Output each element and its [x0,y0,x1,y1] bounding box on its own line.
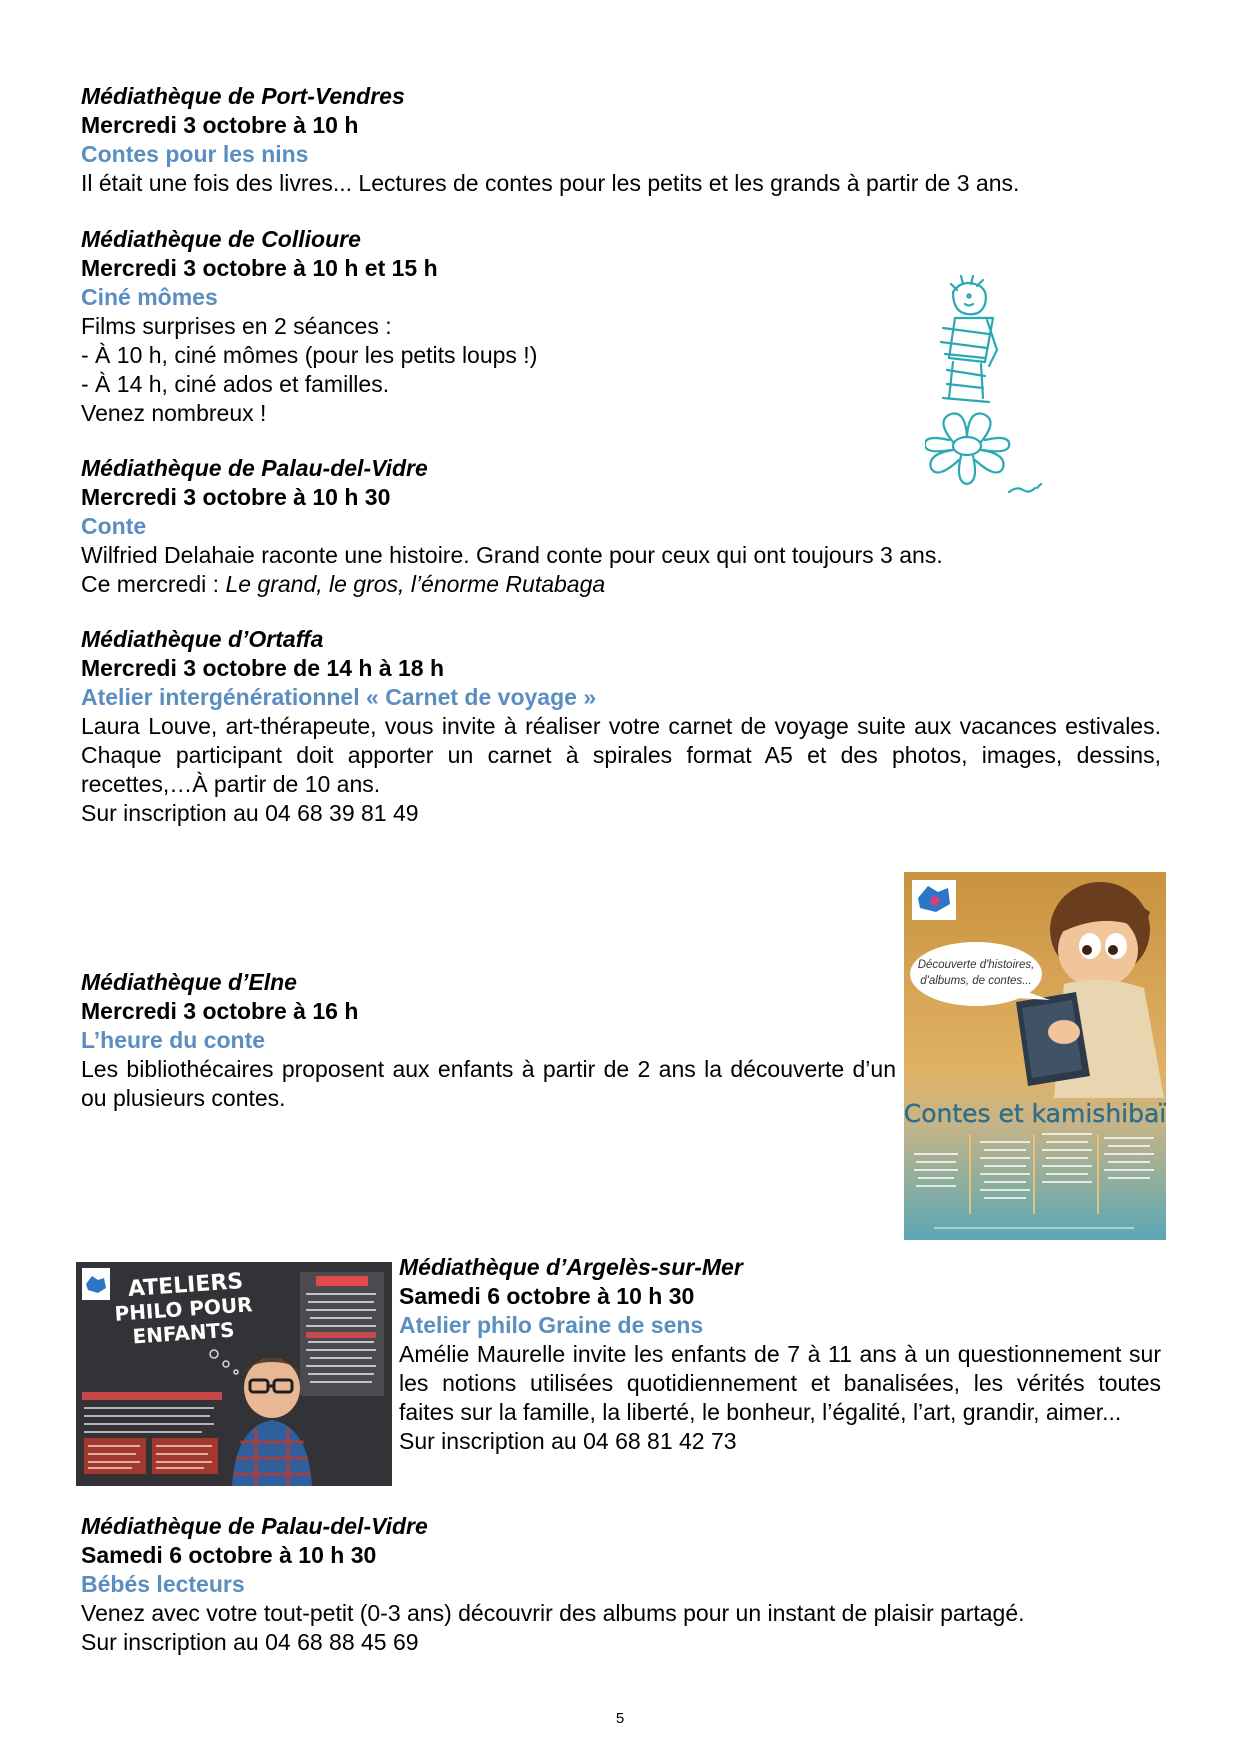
event-line: Il était une fois des livres... Lectures de contes pour les petits et les grands à partir de 3 ans. [81,170,1020,196]
event-argeles-sur-mer [399,1253,1161,1456]
event-title: Atelier intergénérationnel « Carnet de voyage » [81,684,597,710]
event-venue: Médiathèque d’Elne [81,969,297,995]
poster-philo-title-line2: PHILO POUR [113,1292,254,1326]
event-line: - À 10 h, ciné mômes (pour les petits loups !) [81,342,538,368]
event-date: Mercredi 3 octobre à 10 h 30 [81,484,391,510]
event-registration: Sur inscription au 04 68 88 45 69 [81,1629,419,1655]
event-paragraph: Les bibliothécaires proposent aux enfants à partir de 2 ans la découverte d’un ou plusieurs contes. [81,1056,896,1111]
event-elne [81,968,896,1113]
event-title: Atelier philo Graine de sens [399,1312,704,1338]
event-date: Mercredi 3 octobre à 10 h [81,112,359,138]
event-venue: Médiathèque de Collioure [81,226,361,252]
event-title: L’heure du conte [81,1027,266,1053]
event-paragraph: Amélie Maurelle invite les enfants de 7 à 11 ans à un questionnement sur les notions utilisées quotidiennement et banalisées, les vérités toutes faites sur la famille, la liberté, le bonheur, l’égalité, l’art, grandir, aimer... [399,1341,1161,1425]
event-description [81,712,1161,828]
poster-bubble-line2: d'albums, de contes... [920,975,1032,987]
poster-philo-artwork [76,1262,392,1486]
poster-philo-title-line1: ATELIERS [127,1269,244,1303]
poster-contes-kamishibai [904,872,1166,1240]
event-date: Mercredi 3 octobre à 10 h et 15 h [81,255,438,281]
event-line: Films surprises en 2 séances : [81,313,392,339]
page-number: 5 [615,1710,625,1727]
event-line: Venez nombreux ! [81,400,267,426]
event-line: Venez avec votre tout-petit (0-3 ans) découvrir des albums pour un instant de plaisir partagé. [81,1600,1025,1626]
reader-sketch-illustration [925,270,1055,510]
event-description [81,169,1161,198]
event-registration: Sur inscription au 04 68 81 42 73 [399,1428,737,1454]
event-description [81,1599,1161,1657]
event-line: - À 14 h, ciné ados et familles. [81,371,390,397]
event-venue: Médiathèque de Port-Vendres [81,83,405,109]
event-paragraph: Laura Louve, art-thérapeute, vous invite à réaliser votre carnet de voyage suite aux vacances estivales. Chaque participant doit apporter un carnet à spirales format A5 et des photos, images, dessins, recettes,…À partir de 10 ans. [81,713,1161,797]
event-venue: Médiathèque d’Argelès-sur-Mer [399,1254,743,1280]
event-venue: Médiathèque d’Ortaffa [81,626,324,652]
event-description [81,1055,896,1113]
event-title: Conte [81,513,147,539]
event-title: Contes pour les nins [81,141,309,167]
event-line: Wilfried Delahaie raconte une histoire. Grand conte pour ceux qui ont toujours 3 ans. [81,542,943,568]
event-description [81,541,1161,599]
poster-contes-artwork [904,872,1166,1240]
event-date: Samedi 6 octobre à 10 h 30 [81,1542,377,1568]
poster-ateliers-philo [76,1262,392,1486]
event-date: Samedi 6 octobre à 10 h 30 [399,1283,695,1309]
poster-bubble-line1: Découverte d'histoires, [917,959,1035,971]
book-title: Le grand, le gros, l’énorme Rutabaga [225,571,606,597]
event-date: Mercredi 3 octobre à 16 h [81,998,359,1024]
event-description [399,1340,1161,1456]
event-port-vendres [81,82,1161,198]
event-palau-del-vidre-bebes [81,1512,1161,1657]
event-date: Mercredi 3 octobre de 14 h à 18 h [81,655,445,681]
poster-philo-title-line3: ENFANTS [131,1317,236,1349]
event-venue: Médiathèque de Palau-del-Vidre [81,1513,428,1539]
event-extra-prefix: Ce mercredi : [81,571,226,597]
event-title: Bébés lecteurs [81,1571,245,1597]
event-ortaffa [81,625,1161,828]
event-registration: Sur inscription au 04 68 39 81 49 [81,800,419,826]
poster-contes-title: Contes et kamishibaï [904,1099,1166,1128]
event-venue: Médiathèque de Palau-del-Vidre [81,455,428,481]
event-extra-line [81,570,1161,599]
event-title: Ciné mômes [81,284,218,310]
